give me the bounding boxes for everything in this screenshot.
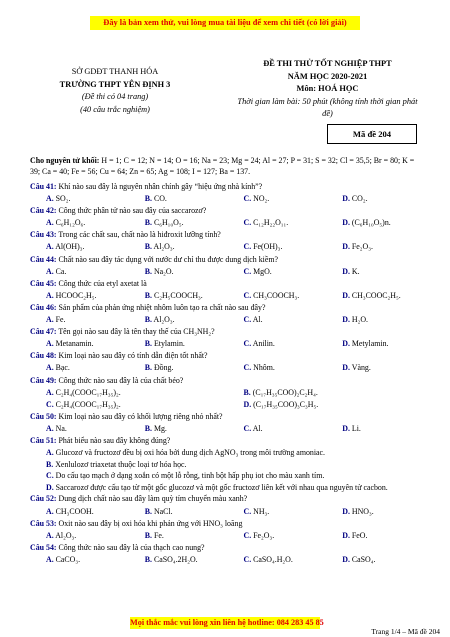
question-text: Khí nào sau đây là nguyên nhân chính gây “hiệu ứng nhà kính”? — [56, 182, 263, 191]
options-row — [30, 218, 425, 229]
time-limit: Thời gian làm bài: 50 phút (không tính thời gian phát đề) — [237, 96, 418, 118]
option-text: Đồng. — [152, 363, 174, 373]
option-text: Li. — [349, 423, 361, 433]
option-letter: B. — [144, 266, 152, 276]
atomic-masses-label: Cho nguyên tử khối: — [30, 156, 100, 165]
options-row — [30, 267, 425, 278]
answer-option — [228, 555, 327, 566]
option-text: CaSO₄.2H₂O. — [152, 554, 198, 564]
question-stem — [30, 351, 425, 362]
answer-option — [228, 315, 327, 326]
answer-option — [30, 388, 228, 399]
option-letter: B. — [144, 218, 152, 228]
option-letter: B. — [144, 194, 152, 204]
page-number: Trang 1/4 – Mã đề 204 — [371, 627, 440, 636]
option-text: Ca. — [53, 266, 67, 276]
option-text: C₆H₁₀O₅. — [152, 218, 184, 228]
options-row — [30, 555, 425, 566]
question-text: Công thức của etyl axetat là — [56, 278, 147, 288]
answer-option — [129, 315, 228, 326]
options-row — [30, 315, 425, 326]
option-text: C₂H₄(COOC₁₇H₃₅)₂. — [53, 399, 121, 409]
exam-title: ĐỀ THI THỬ TỐT NGHIỆP THPT — [263, 59, 392, 68]
option-text: Etylamin. — [152, 339, 185, 349]
option-letter: D. — [243, 399, 252, 409]
answer-option — [129, 242, 228, 253]
option-letter: B. — [144, 530, 152, 540]
option-letter: A. — [46, 448, 54, 458]
answer-option — [228, 424, 327, 435]
question-number: Câu 45: — [30, 278, 57, 288]
option-text: CH₃COOCH₃. — [251, 290, 300, 300]
option-text: Nhôm. — [251, 363, 275, 373]
header-left — [40, 66, 190, 116]
question-text: Oxit nào sau đây bị oxi hóa khi phản ứng với HNO₃ loãng — [56, 518, 243, 528]
answer-option — [30, 507, 129, 518]
answer-option — [30, 483, 425, 494]
question-text: Kim loại nào sau đây có tính dẫn điện tốt nhất? — [56, 351, 208, 361]
option-text: Al(OH)₃. — [53, 242, 85, 252]
answer-option — [129, 291, 228, 302]
question-stem — [30, 303, 425, 314]
department-name: SỞ GDĐT THANH HÓA — [71, 67, 159, 76]
answer-option — [228, 400, 426, 411]
school-year: NĂM HỌC 2020-2021 — [287, 71, 368, 81]
answer-option — [326, 424, 425, 435]
option-text: Al. — [251, 315, 263, 325]
option-text: C₂H₅COOCH₃. — [152, 290, 203, 300]
option-text: (C₁₇H₃₅COO)₃C₃H₅. — [251, 399, 319, 409]
school-name: TRƯỜNG THPT YÊN ĐỊNH 3 — [59, 79, 171, 89]
option-text: Metylamin. — [349, 339, 389, 349]
option-letter: D. — [46, 482, 54, 492]
answer-option — [326, 507, 425, 518]
option-letter: B. — [144, 423, 152, 433]
question-text: Công thức phân tử nào sau đây của saccarozơ? — [56, 206, 207, 216]
atomic-masses-values: H = 1; C = 12; N = 14; O = 16; Na = 23; Mg = 24; Al = 27; P = 31; S = 32; Cl = 35,5; Br = 80; K = 39; Ca = 40; Fe = 56; Cu = 64; Zn = 65; Ag = 108; I = 127; Ba = 137. — [30, 156, 415, 176]
option-letter: D. — [342, 530, 350, 540]
answer-option — [30, 555, 129, 566]
answer-option — [129, 363, 228, 374]
answer-option — [326, 218, 425, 229]
option-text: Metanamin. — [53, 339, 94, 349]
option-letter: B. — [144, 339, 152, 349]
option-text: HNO₃. — [349, 506, 374, 516]
answer-option — [228, 363, 327, 374]
answer-option — [326, 531, 425, 542]
answer-option — [326, 315, 425, 326]
answer-option — [228, 194, 327, 205]
option-letter: C. — [243, 315, 252, 325]
answer-option — [326, 555, 425, 566]
answer-option — [228, 507, 327, 518]
answer-option — [326, 291, 425, 302]
question-stem — [30, 519, 425, 530]
option-text: Fe(OH)₃. — [251, 242, 283, 252]
options-row — [30, 363, 425, 374]
option-letter: D. — [342, 218, 350, 228]
option-text: CO₂. — [349, 194, 368, 204]
option-letter: A. — [46, 423, 54, 433]
answer-option — [30, 424, 129, 435]
question-number: Câu 51: — [30, 435, 57, 445]
options-row — [30, 291, 425, 302]
answer-option — [129, 267, 228, 278]
answer-option — [129, 555, 228, 566]
question-stem — [30, 279, 425, 290]
option-letter: D. — [342, 554, 350, 564]
option-text: Na. — [53, 423, 67, 433]
answer-option — [129, 531, 228, 542]
question-number: Câu 52: — [30, 494, 57, 504]
option-letter: C. — [243, 363, 252, 373]
option-letter: A. — [46, 315, 54, 325]
answer-option — [326, 242, 425, 253]
option-letter: B. — [243, 387, 251, 397]
option-letter: A. — [46, 506, 54, 516]
option-text: (C₆H₁₀O₅)n. — [349, 218, 391, 228]
option-text: CO. — [152, 194, 167, 204]
option-letter: D. — [342, 339, 350, 349]
option-letter: A. — [46, 242, 54, 252]
option-letter: D. — [342, 290, 350, 300]
option-text: NO₂. — [251, 194, 270, 204]
option-letter: C. — [243, 506, 252, 516]
answer-option — [228, 242, 327, 253]
subject: Môn: HOÁ HỌC — [296, 84, 359, 93]
answer-option — [228, 339, 327, 350]
question-stem — [30, 255, 425, 266]
option-letter: B. — [46, 459, 54, 469]
question-text: Trong các chất sau, chất nào là hiđroxit lưỡng tính? — [56, 230, 221, 240]
option-text: Mg. — [152, 423, 167, 433]
question-stem — [30, 206, 425, 217]
options-row — [30, 400, 425, 411]
question-number: Câu 49: — [30, 375, 57, 385]
question-text: Kim loại nào sau đây có khối lượng riêng nhỏ nhất? — [56, 411, 223, 421]
option-letter: D. — [342, 315, 350, 325]
options-row — [30, 388, 425, 399]
question-number: Câu 48: — [30, 351, 57, 361]
question-stem — [30, 182, 425, 193]
option-letter: C. — [243, 266, 252, 276]
option-letter: C. — [243, 194, 252, 204]
question-number: Câu 42: — [30, 206, 57, 216]
option-text: CaSO₄.H₂O. — [251, 554, 293, 564]
answer-option — [228, 267, 327, 278]
question-number: Câu 47: — [30, 327, 57, 337]
answer-option — [228, 291, 327, 302]
option-text: Al₂O₃. — [152, 315, 175, 325]
option-text: C₁₂H₂₂O₁₁. — [251, 218, 289, 228]
question-stem — [30, 327, 425, 338]
options-row — [30, 531, 425, 542]
option-text: Xenlulozơ triaxetat thuộc loại tơ hóa học. — [53, 459, 187, 469]
option-letter: D. — [342, 194, 350, 204]
preview-banner: Đây là bản xem thử, vui lòng mua tài liệu để xem chi tiết (có lời giải) — [90, 16, 360, 30]
answer-option — [129, 424, 228, 435]
option-letter: B. — [144, 554, 152, 564]
question-stem — [30, 494, 425, 505]
option-text: Bạc. — [53, 363, 70, 373]
option-letter: C. — [46, 471, 54, 481]
options-row — [30, 242, 425, 253]
option-text: Fe₂O₃. — [251, 530, 275, 540]
option-text: Fe. — [53, 315, 66, 325]
option-letter: A. — [46, 339, 54, 349]
answer-option — [30, 460, 425, 471]
hotline-footer: Mọi thắc mắc vui lòng xin liên hệ hotline: 084 283 45 85 — [130, 618, 324, 627]
option-text: CaSO₄. — [349, 554, 376, 564]
exam-code-box: Mã đề 204 — [327, 124, 417, 144]
option-text: FeO. — [349, 530, 368, 540]
option-text: Glucozơ và fructozơ đều bị oxi hóa bởi dung dịch AgNO₃ trong môi trường amoniac. — [53, 448, 326, 458]
atomic-masses — [30, 155, 425, 177]
answer-option — [30, 339, 129, 350]
option-text: Saccarozơ được cấu tạo từ một gốc glucozơ và một gốc fructozơ liên kết với nhau qua nguyên tử cacbon. — [53, 482, 388, 492]
option-text: Fe. — [152, 530, 164, 540]
option-letter: A. — [46, 363, 54, 373]
option-text: Al₂O₃. — [53, 530, 77, 540]
answer-option — [129, 218, 228, 229]
options-row — [30, 424, 425, 435]
answer-option — [228, 531, 327, 542]
option-letter: A. — [46, 290, 54, 300]
page-count-note: (Đề thi có 04 trang) — [81, 92, 149, 101]
answer-option — [228, 218, 327, 229]
option-text: K. — [349, 266, 360, 276]
option-letter: D. — [342, 363, 350, 373]
option-letter: B. — [144, 315, 152, 325]
option-text: NaCl. — [152, 506, 173, 516]
option-text: CH₃COOH. — [53, 506, 94, 516]
question-text: Công thức nào sau đây là của thạch cao nung? — [56, 542, 205, 552]
question-stem — [30, 376, 425, 387]
question-text: Phát biểu nào sau đây không đúng? — [56, 435, 171, 445]
option-text: Al. — [251, 423, 263, 433]
question-text: Công thức nào sau đây là của chất béo? — [56, 375, 184, 385]
option-letter: A. — [46, 387, 54, 397]
option-letter: A. — [46, 530, 54, 540]
option-letter: A. — [46, 194, 54, 204]
option-letter: C. — [46, 399, 54, 409]
question-number: Câu 44: — [30, 254, 57, 264]
answer-option — [129, 194, 228, 205]
option-letter: C. — [243, 423, 252, 433]
question-count-note: (40 câu trắc nghiệm) — [80, 104, 150, 114]
option-text: (C₁₇H₃₅COO)₂C₂H₄. — [250, 387, 318, 397]
option-text: Anilin. — [251, 339, 275, 349]
option-text: CaCO₃. — [53, 554, 81, 564]
option-text: Do cấu tạo mạch ở dạng xoắn có một lỗ rỗng, tinh bột hấp phụ iot cho màu xanh tím. — [53, 471, 325, 481]
answer-option — [129, 507, 228, 518]
option-text: SO₂. — [53, 194, 71, 204]
header-right — [235, 58, 420, 121]
option-letter: A. — [46, 554, 54, 564]
question-list — [30, 182, 425, 567]
answer-option — [30, 242, 129, 253]
answer-option — [30, 363, 129, 374]
option-letter: C. — [243, 242, 252, 252]
option-letter: D. — [342, 266, 350, 276]
question-number: Câu 54: — [30, 542, 57, 552]
option-letter: D. — [342, 423, 350, 433]
answer-option — [228, 388, 426, 399]
question-text: Chất nào sau đây tác dụng với nước dư chỉ thu được dung dịch kiềm? — [56, 254, 279, 264]
answer-option — [30, 315, 129, 326]
option-letter: C. — [243, 290, 252, 300]
option-letter: C. — [243, 530, 252, 540]
option-text: HCOOC₂H₅. — [53, 290, 97, 300]
question-text: Sản phẩm của phản ứng nhiệt nhôm luôn tạo ra chất nào sau đây? — [56, 302, 266, 312]
question-text: Dung dịch chất nào sau đây làm quỳ tím chuyển màu xanh? — [56, 494, 248, 504]
option-text: Na₂O. — [152, 266, 174, 276]
option-text: Vàng. — [349, 363, 371, 373]
answer-option — [30, 448, 425, 459]
option-text: CH₃COOC₂H₅. — [349, 290, 401, 300]
option-letter: B. — [144, 363, 152, 373]
option-letter: B. — [144, 242, 152, 252]
answer-option — [30, 267, 129, 278]
option-letter: A. — [46, 218, 54, 228]
option-text: NH₃. — [251, 506, 270, 516]
question-stem — [30, 230, 425, 241]
option-text: C₂H₄(COOC₁₇H₃₅)₂. — [53, 387, 121, 397]
question-stem — [30, 543, 425, 554]
options-row — [30, 194, 425, 205]
answer-option — [30, 194, 129, 205]
option-letter: B. — [144, 290, 152, 300]
question-stem — [30, 412, 425, 423]
option-letter: D. — [342, 242, 350, 252]
options-row — [30, 339, 425, 350]
option-text: Fe₂O₃. — [349, 242, 373, 252]
answer-option — [326, 267, 425, 278]
option-letter: D. — [342, 506, 350, 516]
question-number: Câu 46: — [30, 302, 57, 312]
question-number: Câu 53: — [30, 518, 57, 528]
option-text: C₆H₁₂O₆. — [53, 218, 86, 228]
option-text: MgO. — [251, 266, 272, 276]
answer-option — [326, 363, 425, 374]
question-number: Câu 43: — [30, 230, 57, 240]
answer-option — [326, 339, 425, 350]
option-letter: A. — [46, 266, 54, 276]
option-letter: C. — [243, 339, 252, 349]
question-number: Câu 41: — [30, 182, 57, 191]
answer-option — [326, 194, 425, 205]
question-number: Câu 50: — [30, 411, 57, 421]
option-letter: B. — [144, 506, 152, 516]
option-letter: C. — [243, 218, 252, 228]
options-row — [30, 507, 425, 518]
answer-option — [30, 291, 129, 302]
question-text: Tên gọi nào sau đây là tên thay thế của CH₃NH₂? — [56, 327, 215, 337]
question-stem — [30, 436, 425, 447]
answer-option — [30, 218, 129, 229]
answer-option — [30, 531, 129, 542]
answer-option — [30, 400, 228, 411]
option-letter: C. — [243, 554, 252, 564]
option-text: Al₂O₃. — [152, 242, 175, 252]
answer-option — [129, 339, 228, 350]
answer-option — [30, 471, 425, 482]
option-text: H₂O. — [349, 315, 369, 325]
